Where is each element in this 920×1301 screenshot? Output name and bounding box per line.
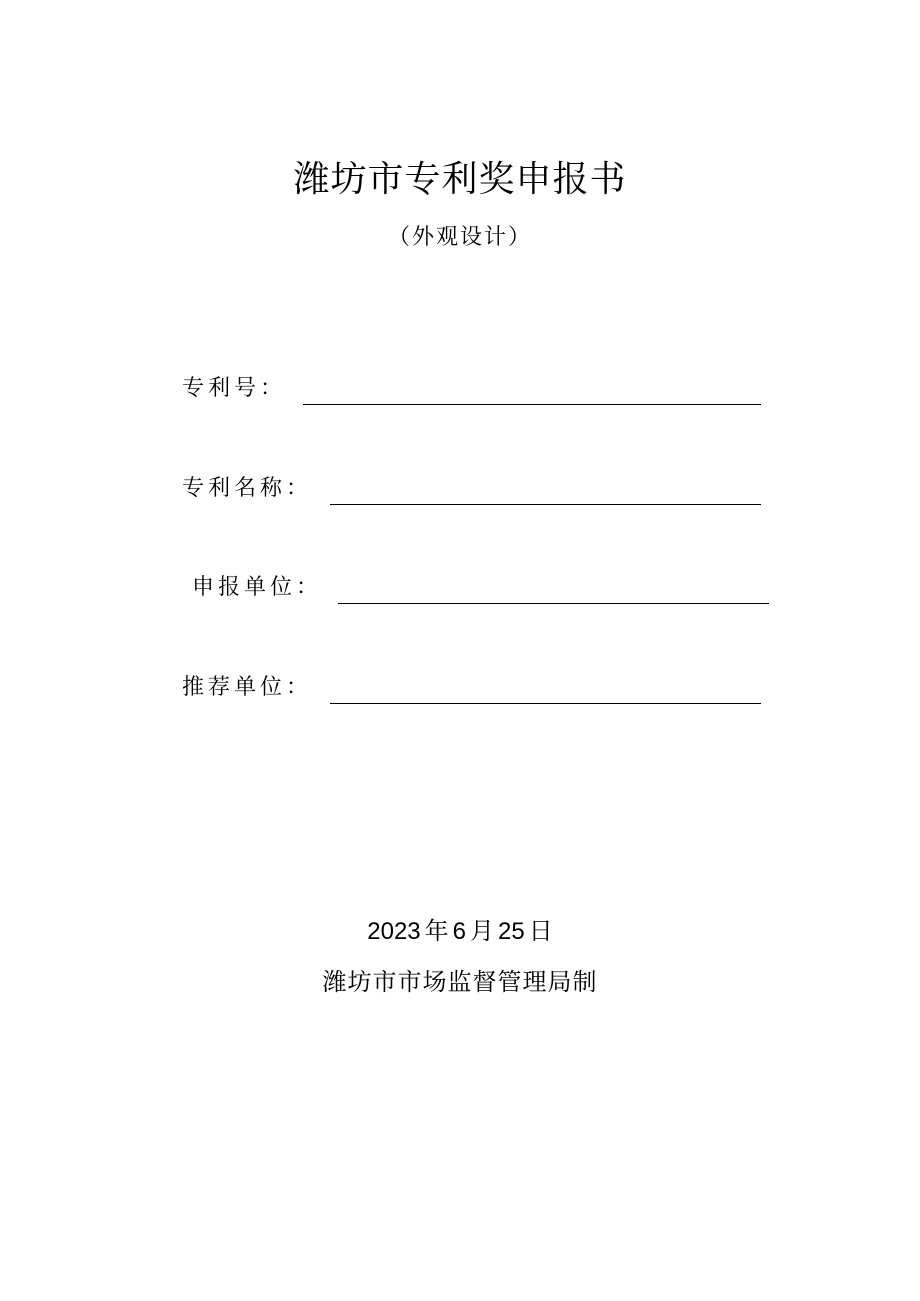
applicant-unit-field (192, 568, 792, 608)
date-day-unit: 日 (528, 918, 553, 945)
issuer: 潍坊市市场监督管理局制 (322, 968, 598, 996)
recommending-unit-label: 推荐单位： (182, 675, 313, 700)
date-year: 2023 (367, 918, 421, 945)
patent-number-field (182, 369, 782, 409)
recommending-unit-field (182, 668, 782, 708)
document-date (0, 912, 920, 952)
recommending-unit-blank-line (330, 703, 761, 704)
patent-number-label: 专利号： (182, 376, 287, 401)
document-subtitle: （外观设计） (387, 225, 532, 250)
patent-name-blank-line (330, 504, 761, 505)
applicant-unit-blank-line (338, 603, 769, 604)
date-month: 6 (452, 918, 467, 945)
patent-name-field (182, 469, 782, 509)
date-month-unit: 月 (470, 918, 495, 945)
document-title: 潍坊市专利奖申报书 (293, 159, 627, 200)
patent-name-label: 专利名称： (182, 476, 313, 501)
patent-number-blank-line (303, 404, 761, 405)
applicant-unit-label: 申报单位： (192, 575, 323, 600)
date-day: 25 (498, 918, 525, 945)
date-year-unit: 年 (424, 918, 449, 945)
